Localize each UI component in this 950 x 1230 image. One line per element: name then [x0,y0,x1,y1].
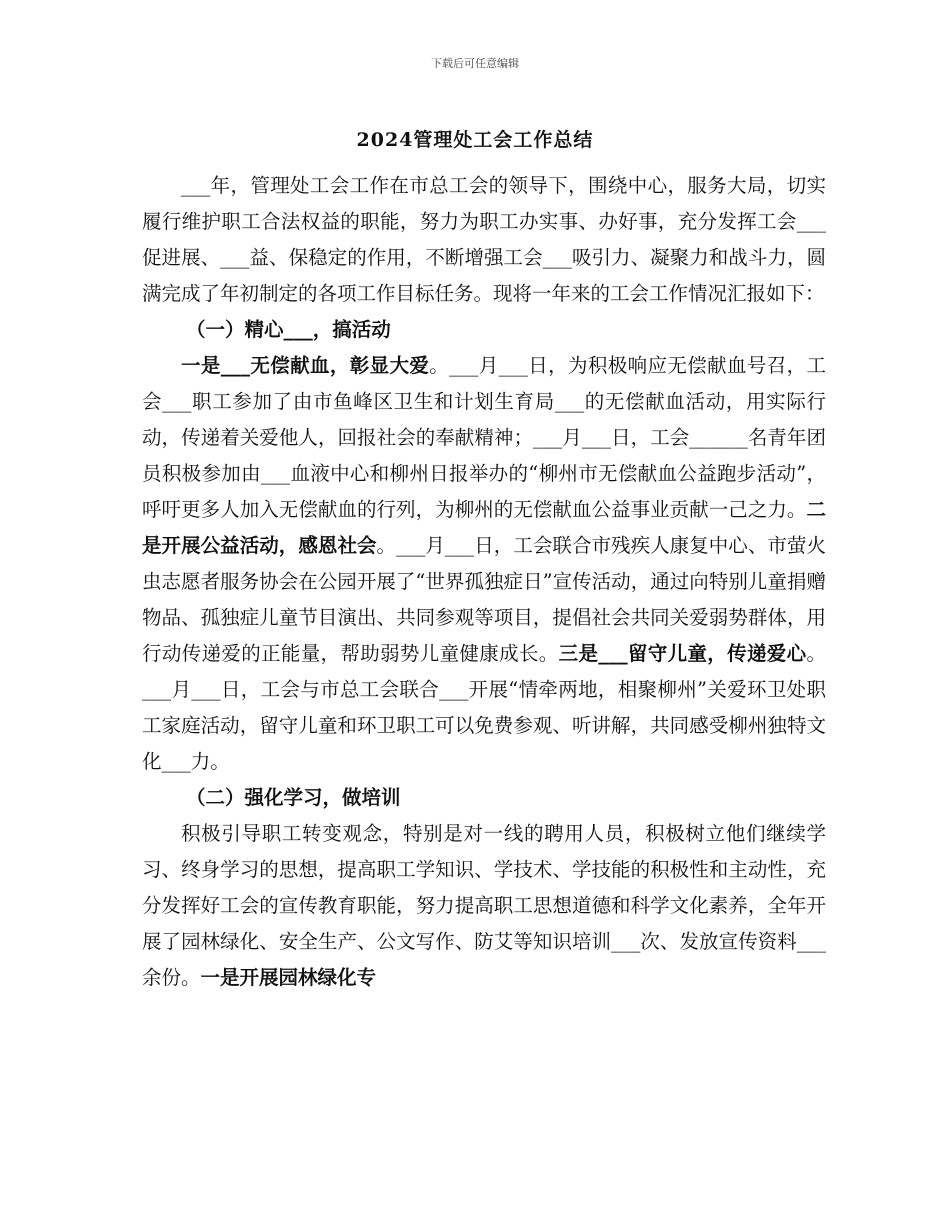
header-note: 下载后可任意编辑 [431,57,519,70]
item-2-lead: 二是开展公益活动，感恩社会 [142,498,826,557]
document-title: 2024管理处工会工作总结 [356,129,594,151]
document-body [142,168,826,996]
section-2-text: 积极引导职工转变观念，特别是对一线的聘用人员，积极树立他们继续学习、终身学习的思想，提高职工学知识、学技术、学技能的积极性和主动性，充分发挥好工会的宣传教育职能，努力提高职工思想道德和科学文化素养，全年开展了园林绿化、安全生产、公文写作、防艾等知识培训___次、发放宣传资料___余份。 [142,822,826,989]
item-1-text: 。___月___日，为积极响应无偿献血号召，工会___职工参加了由市鱼峰区卫生和计划生育局___的无偿献血活动，用实际行动，传递着关爱他人，回报社会的奉献精神；___月___日，工会______名青年团员积极参加由___血液中心和柳州日报举办的“柳州市无偿献血公益跑步活动”，呼吁更多人加入无偿献血的行列，为柳州的无偿献血公益事业贡献一己之力。 [142,354,826,521]
intro-paragraph: ___年，管理处工会工作在市总工会的领导下，围绕中心，服务大局，切实履行维护职工合法权益的职能，努力为职工办实事、办好事，充分发挥工会___促进展、___益、保稳定的作用，不断增强工会___吸引力、凝聚力和战斗力，圆满完成了年初制定的各项工作目标任务。现将一年来的工会工作情况汇报如下： [142,174,826,305]
item-3-lead: 三是___留守儿童，传递爱心 [558,642,807,665]
item-3-text: 。___月___日，工会与市总工会联合___开展“情牵两地，相聚柳州”关爱环卫处职工家庭活动，留守儿童和环卫职工可以免费参观、听讲解，共同感受柳州独特文化___力。 [142,642,826,773]
section-1-paragraph [142,348,826,780]
section-2-paragraph [142,816,826,996]
section-heading-1: （一）精心___，搞活动 [186,318,391,341]
item-1-lead: 一是___无偿献血，彰显大爱 [181,354,430,377]
section-2-item-1-lead: 一是开展园林绿化专 [200,966,377,989]
item-2-text: 。___月___日，工会联合市残疾人康复中心、市萤火虫志愿者服务协会在公园开展了“世界孤独症日”宣传活动，通过向特别儿童捐赠物品、孤独症儿童节目演出、共同参观等项目，提倡社会共同关爱弱势群体，用行动传递爱的正能量，帮助弱势儿童健康成长。 [142,534,826,665]
section-heading-2: （二）强化学习，做培训 [186,786,401,809]
